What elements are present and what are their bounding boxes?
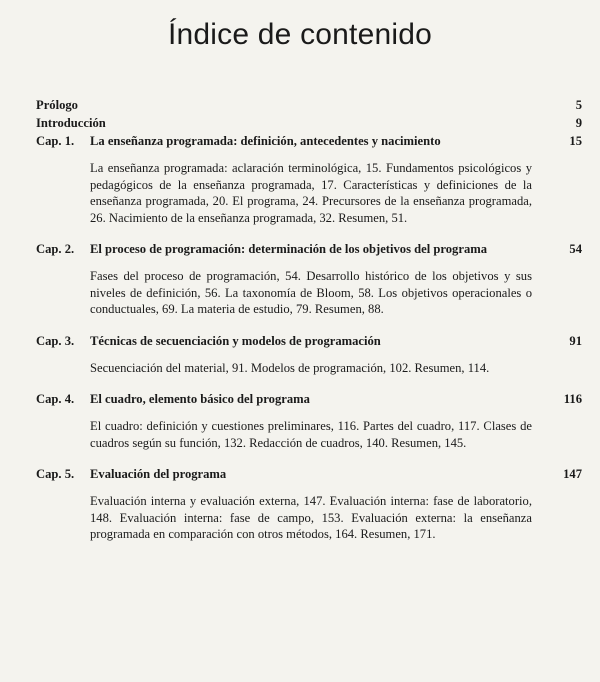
chapter-title: El cuadro, elemento básico del programa: [90, 392, 310, 406]
chapter-1: [36, 132, 582, 226]
chapter-heading[interactable]: [36, 465, 582, 483]
chapter-3: [36, 332, 582, 377]
chapter-page: 15: [569, 134, 582, 148]
chapter-number: Cap. 4.: [36, 392, 75, 406]
chapter-summary: El cuadro: definición y cuestiones preliminares, 116. Partes del cuadro, 117. Clases de cuadros según su función, 132. Redacción de cuadros, 140. Resumen, 145.: [90, 419, 532, 450]
chapter-page: 116: [563, 392, 582, 406]
table-of-contents: [36, 96, 582, 543]
page-title: Índice de contenido: [167, 18, 432, 51]
chapter-number: Cap. 3.: [36, 333, 75, 348]
toc-entry-label: Introducción: [36, 116, 106, 130]
chapter-title: El proceso de programación: determinación de los objetivos del programa: [90, 242, 488, 256]
chapter-heading[interactable]: [36, 390, 582, 408]
chapter-page: 54: [569, 242, 582, 256]
chapter-page: 147: [563, 467, 582, 481]
chapter-2: [36, 240, 582, 318]
toc-entry-page: 5: [575, 98, 582, 112]
toc-entry-prologo[interactable]: [36, 96, 582, 114]
chapter-summary: Evaluación interna y evaluación externa, 147. Evaluación interna: fase de laboratorio, 148. Evaluación interna: fase de campo, 153. Evaluación externa: la enseñanza programada en comparación con otros métodos, 164. Resumen, 171.: [90, 494, 532, 541]
toc-entry-page: 9: [575, 116, 582, 130]
chapter-heading[interactable]: [36, 240, 582, 258]
chapter-page: 91: [569, 333, 582, 348]
chapter-4: [36, 390, 582, 451]
chapter-number: Cap. 5.: [36, 467, 75, 481]
chapter-title: Técnicas de secuenciación y modelos de programación: [90, 333, 381, 348]
toc-entry-introduccion[interactable]: [36, 114, 582, 132]
chapter-summary: La enseñanza programada: aclaración terminológica, 15. Fundamentos psicológicos y pedagógicos de la enseñanza programada, 17. Características y definiciones de la enseñanza programada, 20. El programa, 24. Precursores de la enseñanza programada, 26. Nacimiento de la enseñanza programada, 32. Resumen, 51.: [90, 161, 532, 225]
chapter-heading[interactable]: [36, 132, 582, 150]
chapter-number: Cap. 2.: [36, 242, 75, 256]
chapter-5: [36, 465, 582, 543]
chapter-summary: Fases del proceso de programación, 54. Desarrollo histórico de los objetivos y sus niveles de definición, 56. La taxonomía de Bloom, 58. Los objetivos operacionales o conductuales, 69. La materia de estudio, 79. Resumen, 88.: [90, 269, 532, 316]
chapter-title: Evaluación del programa: [90, 467, 227, 481]
chapter-number: Cap. 1.: [36, 134, 75, 148]
chapter-summary: Secuenciación del material, 91. Modelos de programación, 102. Resumen, 114.: [90, 360, 490, 375]
chapter-heading[interactable]: [36, 332, 582, 350]
chapter-title: La enseñanza programada: definición, antecedentes y nacimiento: [90, 134, 441, 148]
toc-entry-label: Prólogo: [36, 98, 78, 112]
